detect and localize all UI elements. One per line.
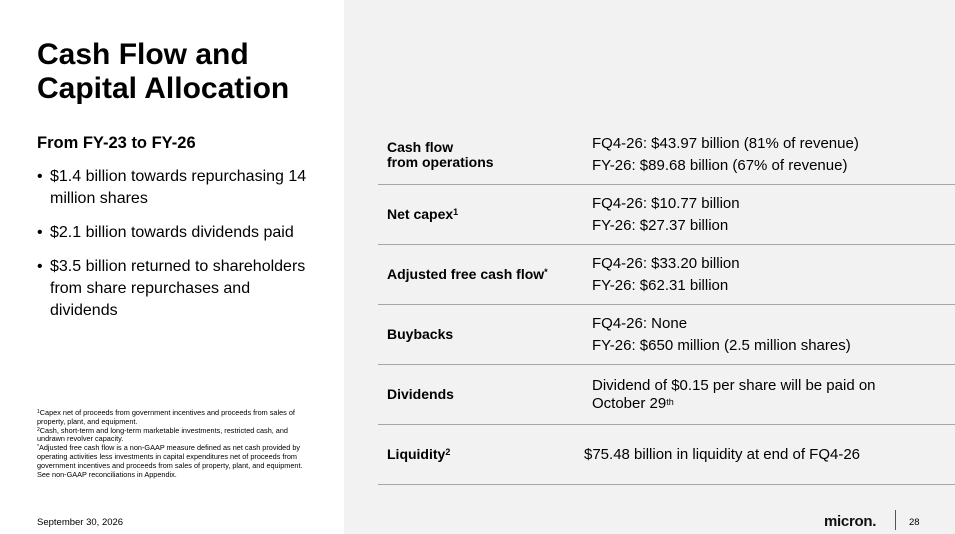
row-value <box>584 305 955 365</box>
footnote-text: Cash, short-term and long-term marketable investments, restricted cash, and undrawn revolver capacity. <box>37 425 288 444</box>
bullet-list <box>37 166 317 334</box>
bullet-marker: • <box>37 258 43 275</box>
value-line-1: FQ4-26: $43.97 billion (81% of revenue) <box>592 135 859 152</box>
row-label <box>378 185 584 245</box>
slide-title <box>37 38 337 106</box>
footer-divider <box>895 510 896 530</box>
footer-date: September 30, 2026 <box>37 517 124 528</box>
capital-allocation-table <box>378 126 955 485</box>
value-line-2: FY-26: $27.37 billion <box>592 216 729 234</box>
value-line-1: Dividend of $0.15 per share will be paid on <box>592 376 876 394</box>
label-sup: 1 <box>453 207 459 217</box>
bullet-item <box>37 222 317 244</box>
label-text: Adjusted free cash flow <box>387 266 545 282</box>
table-row <box>378 126 955 185</box>
bullet-marker: • <box>37 168 43 185</box>
label-text: Liquidity <box>387 446 446 462</box>
table-row <box>378 305 955 365</box>
row-label: Dividends <box>378 365 584 425</box>
value-line-1: FQ4-26: $33.20 billion <box>592 254 740 272</box>
row-label <box>378 425 584 485</box>
page-number: 28 <box>909 517 920 528</box>
value-line-2 <box>592 395 954 413</box>
value-line-1: $75.48 billion in liquidity at end of FQ4-26 <box>584 445 861 463</box>
label-line-1: Cash flow <box>387 139 454 155</box>
value-line-2: FY-26: $89.68 billion (67% of revenue) <box>592 157 848 174</box>
subheading: From FY-23 to FY-26 <box>37 134 196 152</box>
footnote-2 <box>37 427 312 445</box>
table-row <box>378 365 955 425</box>
label-sup: * <box>544 267 548 277</box>
value-line-2: FY-26: $62.31 billion <box>592 276 729 294</box>
bullet-item <box>37 256 317 322</box>
row-value <box>584 245 955 305</box>
value-line-2: FY-26: $650 million (2.5 million shares) <box>592 336 851 354</box>
footnote-mark: 1 <box>37 409 40 415</box>
micron-logo: micron. <box>824 513 877 530</box>
value-text: October 29 <box>592 394 667 412</box>
value-line-1: FQ4-26: None <box>592 314 688 332</box>
row-value <box>584 365 955 425</box>
footnote-text: Adjusted free cash flow is a non-GAAP measure defined as net cash provided by operating activities less investments in capital expenditures net of proceeds from government incentives and proceeds from sales of property, plant, and equipment. <box>37 443 303 470</box>
value-sup: th <box>666 396 674 407</box>
footnote-4: See non-GAAP reconciliations in Appendix. <box>37 469 177 479</box>
table-row <box>378 245 955 305</box>
bullet-item <box>37 166 317 210</box>
row-value <box>584 425 955 485</box>
bullet-text: $2.1 billion towards dividends paid <box>50 224 294 241</box>
footnote-3 <box>37 444 312 470</box>
title-line-1: Cash Flow and <box>37 38 249 71</box>
row-label: Buybacks <box>378 305 584 365</box>
table-row <box>378 425 955 485</box>
table-row <box>378 185 955 245</box>
row-value <box>584 126 955 185</box>
value-line-1: FQ4-26: $10.77 billion <box>592 194 740 212</box>
label-sup: 2 <box>445 447 451 457</box>
footnote-mark: * <box>37 444 39 451</box>
row-value <box>584 185 955 245</box>
title-line-2: Capital Allocation <box>37 72 290 105</box>
label-line-2: from operations <box>387 154 494 170</box>
footnote-text: Capex net of proceeds from government incentives and proceeds from sales of property, plant, and equipment. <box>37 408 295 426</box>
footnote-1 <box>37 409 312 427</box>
label-text: Net capex <box>387 206 454 222</box>
row-label <box>378 126 584 185</box>
footnote-mark: 2 <box>37 426 40 433</box>
footnotes <box>37 409 312 479</box>
row-label <box>378 245 584 305</box>
bullet-text: $3.5 billion returned to shareholders from share repurchases and dividends <box>50 258 306 319</box>
bullet-text: $1.4 billion towards repurchasing 14 million shares <box>50 168 307 207</box>
bullet-marker: • <box>37 224 43 241</box>
